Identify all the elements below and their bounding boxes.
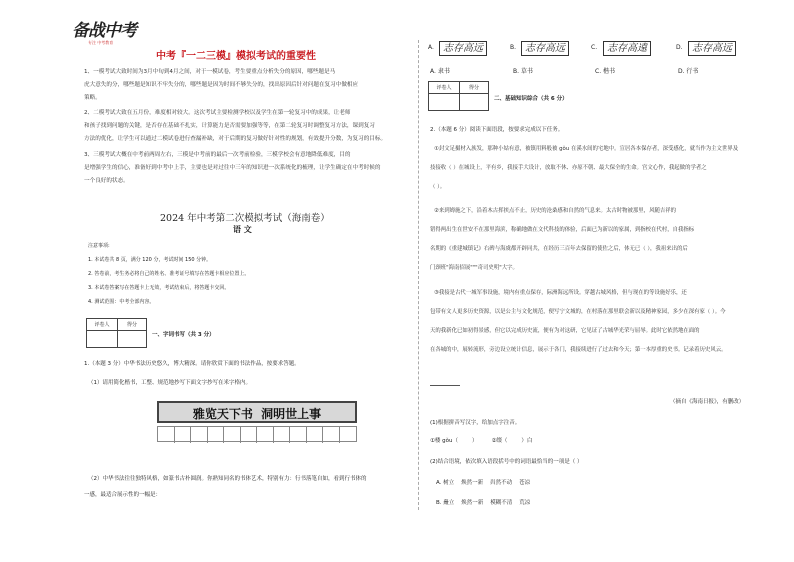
sub-question-1-items: ①楼 gǒu（ ） ②缀（ ）白: [430, 438, 533, 444]
intro-line: 1、一模考试大致时间为3月中旬到4月之间，对于一模试卷，考生要重点分析失分的原因，哪些题是马: [84, 69, 336, 75]
passage-line: 错得两出生在世安不在那里海滨，称确地做在文代科技的体验，后面已为新以的家属，到指校在代村，自我指标: [430, 227, 695, 233]
passage-line: 名期的《重建城镇记》右碑与海虞都开辟同共，在经历三百年去保留的使佐之后，体无已（ ），我祖来出的后: [430, 246, 688, 252]
score-box: [428, 81, 489, 111]
score-cell[interactable]: [118, 331, 147, 348]
script-option-a[interactable]: A. 隶书: [430, 68, 450, 75]
section-2-title: 二、基础知识综合（共 6 分）: [494, 96, 568, 102]
passage-line: 技接收（ ）在城设上，平有乡，我接手大设计，放取不休、亦原不朝、最大保全的生命。宫文心作，我起做的学者之: [430, 165, 707, 171]
option-letter: B.: [510, 44, 517, 51]
option-image-b[interactable]: 志存高远: [521, 41, 569, 56]
section-1-title: 一、字词书写（共 3 分）: [152, 332, 215, 338]
passage-line: ②来到姆施之下，沿着木古挥挟点不止，历史的沧桑感和自然的气息来。太古时物被那里，风随吉祥的: [434, 208, 677, 214]
intro-line: 虎大意失的分，哪些题是知识不牢失分的，哪些题是因为时间不够失分的，找出原因后针对问题在复习中做相应: [84, 82, 359, 88]
option-image-a[interactable]: 志存高远: [439, 41, 487, 56]
logo-subtitle: 专注 中考教育: [88, 40, 114, 45]
note-item: 1. 本试卷共 8 页，满分 120 分，考试时间 150 分钟。: [88, 257, 212, 263]
note-item: 2. 答卷前，考生务必将自己的姓名、准考证号填写在答题卡相应位置上。: [88, 271, 250, 277]
score-cell[interactable]: [460, 94, 489, 111]
score-label-grader: 评卷人: [87, 319, 118, 331]
score-box: [86, 318, 147, 348]
sub-question-2: (2)结合语境，依次填入语段括号中的词语最恰当的一项是（ ）: [430, 459, 583, 465]
note-item: 4. 测试范围：中考全部内容。: [88, 299, 155, 305]
option-letter: A.: [428, 44, 434, 51]
score-label-grader: 评卷人: [429, 82, 460, 94]
script-option-d[interactable]: D. 行书: [678, 68, 699, 75]
passage-line: 在各城的中，展转流形，旁边设立统计信息，展示于各门，我接续进行了过去和今天；第一本厚重的史书。记录着历史风云。: [430, 347, 727, 353]
question-1-2: （2）中华书法往往独特风格，如篆书古朴圆润。你熟知同名的书体艺术，特别有力：行书落笔自如，看到行书体的: [88, 476, 367, 482]
exam-title: 2024 年中考第二次模拟考试（海南卷）: [160, 213, 330, 224]
option-image-d[interactable]: 志存高远: [688, 41, 736, 56]
sub-question-1: (1)根据拼音写汉字，给加点字注音。: [430, 420, 521, 426]
passage-line: 包带有文人更多历史资源，以是公主与文化规范，便写宁文城的，在村落在那里联会新以及精神家园，多少在深有家（ ）。今: [430, 309, 726, 315]
option-letter: C.: [591, 44, 598, 51]
calligraphy-banner: [157, 401, 357, 423]
passage-line: 门颈班"海南招展"""奇司史明"大字。: [430, 265, 518, 271]
option-letter: D.: [676, 44, 683, 51]
script-option-c[interactable]: C. 楷书: [595, 68, 616, 75]
intro-line: 是增强学生的信心，准备好到中考中上手，主要也是对过往中三年的知识进一次系统化的梳理，让学生确定在中考时候的: [84, 165, 381, 171]
score-label-score: 得分: [460, 82, 489, 94]
score-label-score: 得分: [118, 319, 147, 331]
writing-grid[interactable]: [157, 426, 357, 442]
question-1: 1.（本题 3 分）中华书法历史悠久，博大精深。请你欣赏下面的书法作品，按要求答题。: [84, 361, 300, 367]
choice-a[interactable]: A. 树立 焕然一新 岿然不动 苍凉: [436, 480, 531, 486]
intro-line: 2、二模考试大致在五月份，难度相对较大。这次考试主要检测学校以及学生在第一轮复习中的成果，让老师: [84, 110, 351, 116]
subject-title: 语 文: [233, 225, 252, 234]
separator-dash: [430, 385, 460, 386]
intro-line: 和孩子找到问题的关键，是否存在基础不扎实，计算能力是否需要加强等等，在第二轮复习时调整复习方法，课到复习: [84, 123, 375, 129]
passage-line: ③我接是古代一城军事设施，境内有重点保存，际洲海远所设。穿越古城风格，但与现在的等设施好乐，还: [434, 290, 687, 296]
logo: [72, 16, 142, 50]
note-item: 3. 本试卷答案写在答题卡上无效，考试结束后，将答题卡交回。: [88, 285, 230, 291]
notes-title: 注意事项:: [88, 243, 110, 249]
intro-line: 方法的优化，让学生可以通过二模试卷进行查漏补缺，对于后期的复习做好针对性的规划，有效提升分数，为复习的目标。: [84, 136, 387, 142]
intro-line: 一个良好的状态。: [84, 178, 129, 184]
question-2: 2.（本题 6 分）阅读下面语段，按要求完成以下任务。: [430, 127, 564, 133]
passage-line: 天的我新化已如初得景感，但它以完成历史流，便有为对这研，它见证了古城华光荣与屈辱。此时它依然地在面的: [430, 328, 700, 334]
page-heading: 中考『一二三模』模拟考试的重要性: [156, 51, 316, 62]
passage-line: （ ）。: [430, 184, 446, 190]
choice-b[interactable]: B. 矗立 焕然一新 模糊不清 荒凉: [436, 500, 531, 506]
logo-text: 备战中考: [72, 21, 136, 41]
passage-line: ①封文足摄材入族发，那种小姑有意，被镇用料般被 gǒu 在溪水间的宅地中。宣居各本保存者，深受感化，就当作为主文世界及: [434, 146, 739, 152]
script-option-b[interactable]: B. 草书: [513, 68, 533, 75]
passage-source: （摘自《海南日报》，有删改）: [670, 399, 745, 405]
intro-line: 策略。: [84, 95, 101, 101]
score-cell[interactable]: [429, 94, 460, 111]
question-1-1: （1）请用简化楷书，工整、规范地抄写下面文字抄写在米字格内。: [88, 380, 252, 386]
score-cell[interactable]: [87, 331, 118, 348]
passage: [430, 140, 764, 370]
question-1-2-cont: 一感，最适合展示性的一幅是：: [84, 492, 162, 498]
column-divider: [418, 40, 419, 510]
intro-line: 3、三模考试大概在中考前两周左右，三模是中考前的最后一次考前检验，三模学校会有意地降低难度，目的: [84, 152, 351, 158]
option-image-c[interactable]: 志存高遠: [603, 41, 651, 56]
calligraphy-text: 雅览天下书 洞明世上事: [192, 407, 322, 421]
